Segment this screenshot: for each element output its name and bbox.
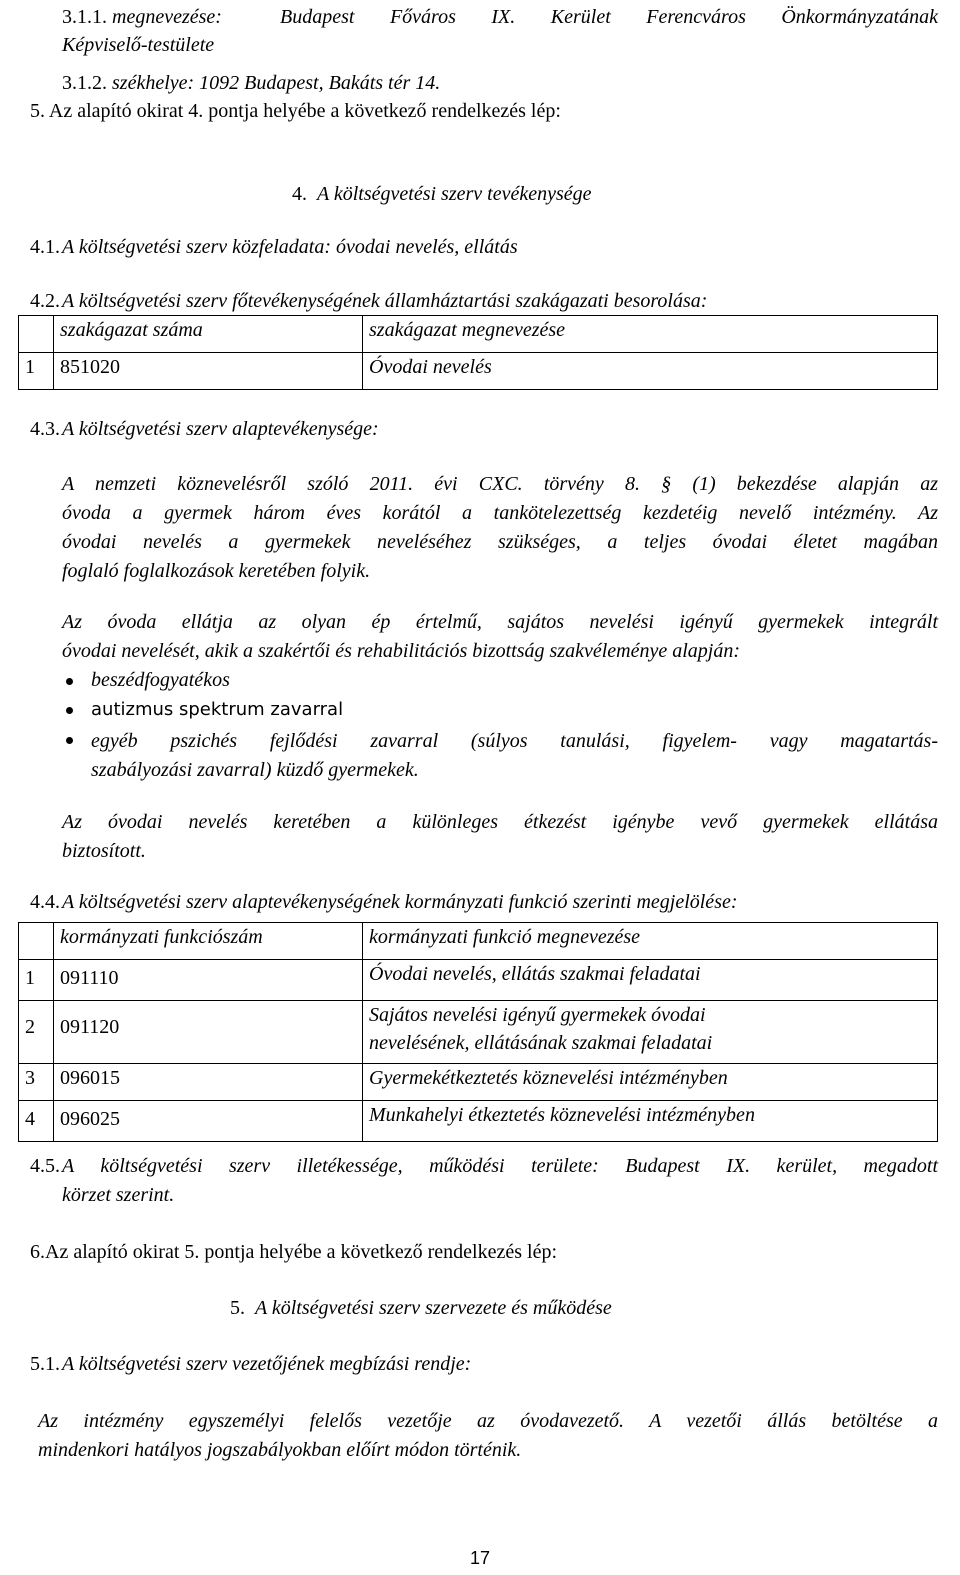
section-3-1-1-text: Budapest Főváros IX. Kerület Ferencváros Önkormányzatának [280,6,938,28]
header-sector-number: szakágazat száma [54,316,363,353]
paragraph-line: mindenkori hatályos jogszabályokban előírt módon történik. [38,1439,522,1461]
section-4-4-num: 4.4. [30,891,60,913]
heading-4: 4. A költségvetési szerv tevékenysége [292,183,592,205]
paragraph-line: foglaló foglalkozások keretében folyik. [62,560,371,582]
heading-5: 5. A költségvetési szerv szervezete és működése [230,1297,612,1319]
function-table [18,922,938,1142]
header-function-number: kormányzati funkciószám [54,923,363,960]
section-4-5-num: 4.5. [30,1155,60,1177]
paragraph-line: A nemzeti köznevelésről szóló 2011. évi CXC. törvény 8. § (1) bekezdése alapján az [62,473,938,495]
section-4-3-num: 4.3. [30,418,60,440]
section-4-4-text: A költségvetési szerv alaptevékenységének kormányzati funkció szerinti megjelölése: [62,891,738,913]
paragraph-line: Az óvoda ellátja az olyan ép értelmű, sajátos nevelési igényű gyermekek integrált [62,611,938,633]
paragraph-line: óvodai nevelését, akik a szakértői és rehabilitációs bizottság szakvéleménye alapján: [62,640,740,662]
amendment-6: 6.Az alapító okirat 5. pontja helyébe a következő rendelkezés lép: [30,1241,558,1263]
section-5-1-num: 5.1. [30,1353,60,1375]
list-item: egyéb pszichés fejlődési zavarral (súlyos tanulási, figyelem- vagy magatartás- [91,730,938,752]
page-number: 17 [469,1548,491,1568]
table-row: 1 851020 Óvodai nevelés [19,353,938,390]
section-3-1-2: 3.1.2. székhelye: 1092 Budapest, Bakáts tér 14. [62,72,441,94]
paragraph-line: óvodai nevelés a gyermekek neveléséhez szükséges, a teljes óvodai életet magában [62,531,938,553]
table-row: 4 096025 Munkahelyi étkeztetés köznevelési intézményben [19,1101,938,1142]
paragraph-line: óvoda a gyermek három éves korától a tankötelezettség kezdetéig nevelő intézmény. Az [62,502,938,524]
bullet-icon [66,678,73,685]
table-row: 2 091120 Sajátos nevelési igényű gyermekek óvodai nevelésének, ellátásának szakmai feladatai [19,1001,938,1064]
list-item-cont: szabályozási zavarral) küzdő gyermekek. [91,759,419,781]
section-4-2-text: A költségvetési szerv főtevékenységének államháztartási szakágazati besorolása: [62,290,708,312]
section-3-1-1: 3.1.1. megnevezése: [62,6,222,28]
paragraph-line: Az intézmény egyszemélyi felelős vezetője az óvodavezető. A vezetői állás betöltése a [38,1410,938,1432]
section-4-1-text: A költségvetési szerv közfeladata: óvodai nevelés, ellátás [62,236,518,258]
list-item: beszédfogyatékos [91,669,230,691]
section-4-5-text: A költségvetési szerv illetékessége, működési területe: Budapest IX. kerület, megadott [62,1155,938,1177]
paragraph-line: biztosított. [62,840,146,862]
table-header-row [19,923,938,960]
table-row: 3 096015 Gyermekétkeztetés köznevelési intézményben [19,1064,938,1101]
list-item: autizmus spektrum zavarral [91,699,344,720]
bullet-icon [66,737,73,744]
section-5-1-title: A költségvetési szerv vezetőjének megbízási rendje: [62,1353,472,1375]
table-header-row [19,316,938,353]
paragraph-line: Az óvodai nevelés keretében a különleges étkezést igénybe vevő gyermekek ellátása [62,811,938,833]
section-4-2-num: 4.2. [30,290,60,312]
section-4-5-text-cont: körzet szerint. [62,1184,175,1206]
header-function-name: kormányzati funkció megnevezése [363,923,938,960]
header-sector-name: szakágazat megnevezése [363,316,938,353]
amendment-5: 5. Az alapító okirat 4. pontja helyébe a következő rendelkezés lép: [30,100,561,122]
section-4-1-num: 4.1. [30,236,60,258]
bullet-icon [66,707,73,714]
sector-table [18,315,938,390]
table-row: 1 091110 Óvodai nevelés, ellátás szakmai feladatai [19,960,938,1001]
section-4-3-title: A költségvetési szerv alaptevékenysége: [62,418,379,440]
section-3-1-1-text-cont: Képviselő-testülete [62,34,215,56]
